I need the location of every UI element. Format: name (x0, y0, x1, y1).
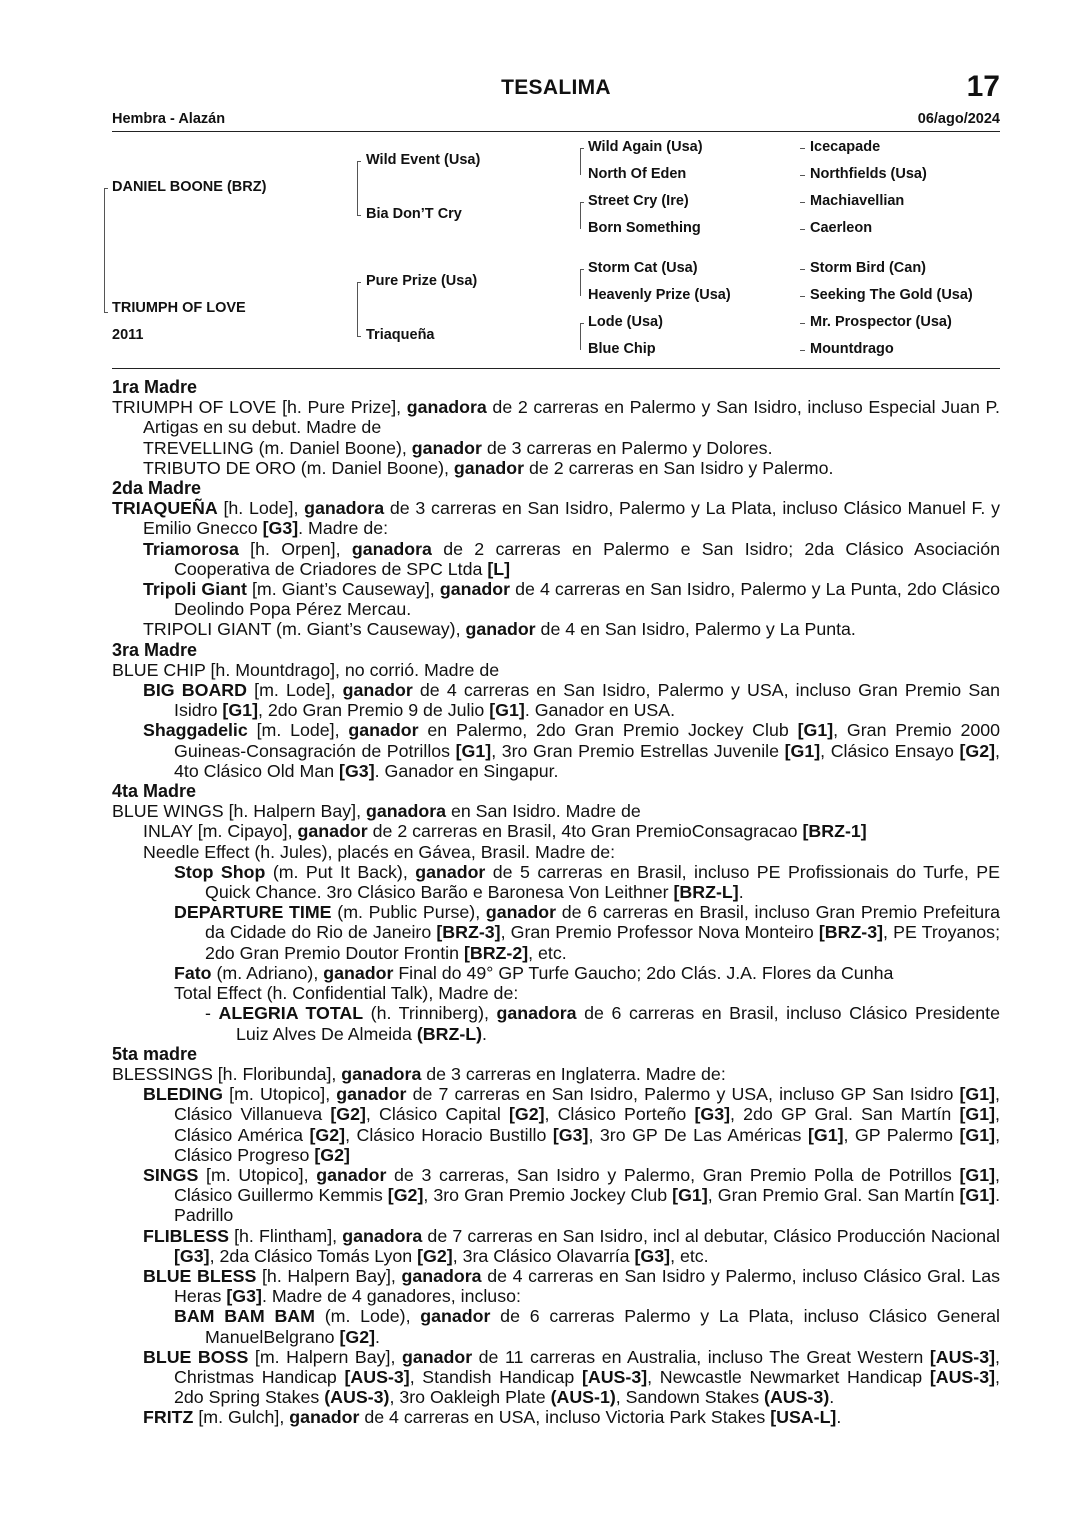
family-entry (112, 458, 1000, 478)
family-entry (112, 1407, 1000, 1427)
text-run: [BRZ-3] (436, 922, 501, 943)
dam-heading (112, 640, 1000, 660)
text-run: , etc. (670, 1245, 709, 1266)
bracket (580, 202, 581, 229)
text-run: , Gran Premio Gral. San Martín (707, 1185, 960, 1206)
family-entry (112, 862, 1000, 902)
text-run: de 4 carreras en San Isidro, Palermo y USA, incluso Gran Premio San Isidro (174, 680, 1000, 721)
text-run: [G1] (784, 740, 821, 761)
text-run: , Clásico Progreso (174, 1124, 1001, 1165)
dam-heading (112, 781, 1000, 801)
bracket (580, 269, 581, 296)
text-run: ganador (316, 1164, 387, 1185)
text-run: [m. Gulch], (193, 1407, 290, 1428)
text-run: BLUE BLESS (143, 1265, 257, 1286)
pedigree-gen2: Pure Prize (Usa) (366, 273, 478, 289)
text-run: BAM BAM BAM (174, 1306, 315, 1327)
text-run: Fato (174, 962, 212, 983)
text-run: ganadora (496, 1003, 577, 1024)
text-run: de 2 carreras en San Isidro y Palermo. (524, 457, 834, 478)
text-run: [G3] (226, 1286, 262, 1307)
text-run: TRIUMPH OF LOVE [h. Pure Prize], (112, 397, 407, 418)
text-run: , 2do GP Gral. San Martín (730, 1104, 960, 1125)
text-run: [m. Halpern Bay], (248, 1346, 402, 1367)
family-entry (112, 801, 1000, 821)
text-run: , 3ra Clásico Olavarría (452, 1245, 635, 1266)
pedigree-dash (800, 148, 805, 149)
text-run: ganador (420, 1306, 491, 1327)
text-run: de 4 carreras en San Isidro y Palermo, incluso Clásico Gral. Las Heras (174, 1265, 1000, 1307)
family-entry (112, 1347, 1000, 1408)
horse-name: TESALIMA (501, 76, 611, 99)
text-run: , Gran Premio Professor Nova Monteiro (500, 922, 819, 943)
bracket-tick (580, 148, 584, 149)
pedigree-gen3: Born Something (588, 220, 701, 236)
pedigree-gen4: Caerleon (810, 220, 873, 236)
text-run: [G1] (455, 740, 492, 761)
pedigree-gen2: Triaqueña (366, 327, 435, 343)
text-run: . (375, 1326, 380, 1347)
text-run: , Clásico Ensayo (820, 740, 960, 761)
text-run: , Clásico Horacio Bustillo (345, 1124, 553, 1145)
text-run: , Clásico América (174, 1104, 1000, 1145)
text-run: ganadora (351, 538, 432, 559)
pedigree-gen3: Wild Again (Usa) (588, 139, 703, 155)
text-run: [G3] (694, 1104, 731, 1125)
dam-year: 2011 (112, 327, 144, 343)
text-run: ganador (401, 1346, 473, 1367)
text-run: [AUS-3] (929, 1346, 996, 1367)
text-run: de 7 carreras en San Isidro, Palermo y USA, incluso GP San Isidro (406, 1084, 960, 1105)
text-run: [G3] (174, 1245, 210, 1266)
text-run: de 4 carreras en San Isidro, Palermo y La Punta, 2do Clásico Deolindo Popa Pérez Mercau. (174, 579, 1000, 620)
text-run: [G2] (417, 1245, 453, 1266)
text-run: , GP Palermo (843, 1124, 960, 1145)
text-run: Triamorosa (143, 538, 239, 559)
text-run: [G1] (797, 720, 834, 741)
text-run: 5ta madre (112, 1043, 198, 1064)
text-run: ganadora (304, 498, 385, 519)
text-run: . Ganador en Singapur. (374, 760, 559, 781)
text-run: ganador (289, 1407, 360, 1428)
text-run: [G1] (959, 1185, 996, 1206)
text-run: (BRZ-L) (416, 1023, 483, 1044)
text-run: 3ra Madre (112, 639, 198, 660)
text-run: , 3ro Oakleigh Plate (389, 1387, 551, 1408)
family-entry (112, 1266, 1000, 1306)
text-run: [G1] (222, 700, 258, 721)
text-run: [h. Orpen], (238, 538, 352, 559)
text-run: [G3] (262, 518, 299, 539)
dam-name: TRIUMPH OF LOVE (112, 300, 246, 316)
pedigree-rule (112, 368, 1000, 369)
text-run: [m. Lode], (247, 720, 349, 741)
text-run: en San Isidro. Madre de (446, 801, 641, 822)
pedigree-dash (800, 229, 805, 230)
bracket-tick (357, 336, 361, 337)
text-run: (m. Put It Back), (265, 861, 416, 882)
text-run: de 4 carreras en USA, incluso Victoria Park Stakes (359, 1407, 771, 1428)
text-run: , Clásico Guillermo Kemmis (174, 1164, 1000, 1206)
family-entry (112, 619, 1000, 639)
text-run: ganadora (365, 801, 447, 822)
text-run: DEPARTURE TIME (174, 902, 332, 923)
text-run: , Christmas Handicap (174, 1346, 1000, 1387)
pedigree-dash (800, 296, 805, 297)
text-run: [G1] (959, 1124, 996, 1145)
family-entry (112, 1306, 1000, 1346)
family-entry (112, 539, 1000, 579)
text-run: [G3] (634, 1245, 671, 1266)
text-run: [G3] (339, 760, 375, 781)
text-run: [m. Lode], (246, 680, 343, 701)
dam-heading (112, 1044, 1000, 1064)
family-entry (112, 1226, 1000, 1266)
bracket-tick (104, 312, 108, 313)
text-run: [G1] (959, 1084, 996, 1105)
pedigree-gen4: Mountdrago (810, 341, 894, 357)
family-entry (112, 680, 1000, 720)
text-run: de 5 carreras en Brasil, incluso PE Profissionais do Turfe, PE Quick Chance. 3ro Clásico Barão e Baronesa Von Leithner (205, 861, 1001, 903)
text-run: [m. Utopico], (223, 1084, 337, 1105)
text-run: 2da Madre (112, 478, 202, 499)
text-run: de 2 carreras en Palermo e San Isidro; 2da Clásico Asociación Cooperativa de Criadores de SPC Ltda (174, 538, 1001, 579)
family-entry (112, 963, 1000, 983)
family-entry (112, 660, 1000, 680)
text-run: . Padrillo (174, 1185, 1001, 1226)
text-run: , 2do Gran Premio 9 de Julio (257, 700, 490, 721)
pedigree-gen3: Storm Cat (Usa) (588, 260, 698, 276)
pedigree-dash (800, 323, 805, 324)
text-run: de 3 carreras, San Isidro y Palermo, Gran Premio Polla de Potrillos (386, 1164, 960, 1185)
bracket-tick (580, 202, 584, 203)
text-run: [G3] (552, 1124, 589, 1145)
text-run: [G1] (672, 1185, 708, 1206)
text-run: [h. Halpern Bay], (256, 1265, 402, 1286)
text-run: FRITZ (143, 1407, 194, 1428)
text-run: TRIBUTO DE ORO (m. Daniel Boone), (143, 457, 454, 478)
text-run: Total Effect (h. Confidential Talk), Madre de: (174, 983, 519, 1004)
text-run: [G2] (314, 1144, 350, 1165)
family-entry (112, 397, 1000, 437)
text-run: , Clásico Villanueva (174, 1084, 1000, 1125)
text-run: - (205, 1003, 219, 1024)
text-run: de 2 carreras en Brasil, 4to Gran PremioConsagracao (367, 821, 803, 842)
pedigree-gen4: Storm Bird (Can) (810, 260, 926, 276)
text-run: ganador (439, 579, 510, 600)
pedigree-gen2: Bia Don’T Cry (366, 206, 462, 222)
text-run: ALEGRIA TOTAL (218, 1003, 364, 1024)
pedigree-gen3: Lode (Usa) (588, 314, 663, 330)
family-entry (112, 1003, 1000, 1043)
bracket-tick (580, 323, 584, 324)
pedigree-gen4: Mr. Prospector (Usa) (810, 314, 952, 330)
text-run: , Gran Premio 2000 Guineas-Consagración de Potrillos (174, 720, 1001, 761)
text-run: TREVELLING (m. Daniel Boone), (143, 437, 412, 458)
text-run: BLUE WINGS [h. Halpern Bay], (112, 801, 366, 822)
pedigree-gen4: Seeking The Gold (Usa) (810, 287, 973, 303)
text-run: ganador (323, 962, 394, 983)
text-run: [m. Giant’s Causeway], (246, 579, 440, 600)
text-run: de 6 carreras Palermo y La Plata, incluso Clásico General ManuelBelgrano (205, 1306, 1000, 1347)
text-run: de 4 en San Isidro, Palermo y La Punta. (535, 619, 856, 640)
bracket (104, 188, 105, 312)
text-run: de 6 carreras en Brasil, incluso Gran Premio Prefeitura da Cidade do Rio de Janeiro (205, 902, 1000, 943)
family-entry (112, 438, 1000, 458)
text-run: , 4to Clásico Old Man (174, 740, 1000, 781)
text-run: 4ta Madre (112, 781, 197, 802)
pedigree-gen4: Machiavellian (810, 193, 905, 209)
sire-name: DANIEL BOONE (BRZ) (112, 179, 267, 195)
text-run: [h. Flintham], (228, 1225, 343, 1246)
family-entry (112, 1064, 1000, 1084)
text-run: . (836, 1407, 842, 1428)
pedigree-gen3: North Of Eden (588, 166, 687, 182)
text-run: Stop Shop (174, 861, 266, 882)
text-run: ganador (411, 437, 482, 458)
text-run: BLESSINGS [h. Floribunda], (112, 1063, 342, 1084)
text-run: BIG BOARD (143, 680, 247, 701)
text-run: ganador (348, 720, 419, 741)
sale-date: 06/ago/2024 (917, 111, 1000, 127)
pedigree-gen3: Heavenly Prize (Usa) (588, 287, 731, 303)
family-entry (112, 983, 1000, 1003)
text-run: [G1] (959, 1104, 996, 1125)
text-run: ganador (453, 457, 525, 478)
pedigree-dash (800, 269, 805, 270)
text-run: [AUS-3] (344, 1366, 410, 1387)
text-run: FLIBLESS (143, 1225, 229, 1246)
text-run: . (829, 1387, 835, 1408)
family-entry (112, 821, 1000, 841)
text-run: . Madre de: (298, 518, 389, 539)
text-run: SINGS (143, 1164, 199, 1185)
text-run: , Sandown Stakes (615, 1387, 765, 1408)
text-run: [BRZ-2] (463, 942, 529, 963)
bracket (357, 282, 358, 336)
text-run: BLUE CHIP [h. Mountdrago], no corrió. Madre de (112, 659, 500, 680)
bracket-tick (357, 215, 361, 216)
text-run: de 3 carreras en San Isidro, Palermo y La Plata, incluso Clásico Manuel F. y Emilio Gnecco (143, 498, 1000, 539)
text-run: ganador (485, 902, 557, 923)
text-run: , Clásico Capital (365, 1104, 509, 1125)
family-entry (112, 1165, 1000, 1226)
text-run: Needle Effect (h. Jules), placés en Gávea, Brasil. Madre de: (143, 841, 616, 862)
text-run: , 2da Clásico Tomás Lyon (209, 1245, 418, 1266)
bracket (357, 161, 358, 215)
family-entry (112, 842, 1000, 862)
bracket-tick (357, 282, 361, 283)
text-run: [G1] (959, 1164, 996, 1185)
text-run: , Clásico Porteño (544, 1104, 695, 1125)
bracket-tick (104, 188, 108, 189)
family-entry (112, 579, 1000, 619)
text-run: , 3ro Gran Premio Estrellas Juvenile (491, 740, 785, 761)
family-entry (112, 498, 1000, 538)
text-run: , 3ro GP De Las Américas (588, 1124, 808, 1145)
text-run: (AUS-3) (764, 1387, 830, 1408)
pedigree-gen3: Street Cry (Ire) (588, 193, 689, 209)
text-run: , Newcastle Newmarket Handicap (647, 1366, 930, 1387)
text-run: 1ra Madre (112, 377, 198, 397)
dam-heading (112, 478, 1000, 498)
bracket-tick (357, 161, 361, 162)
text-run: [G2] (309, 1124, 346, 1145)
text-run: [G1] (489, 700, 525, 721)
text-run: [AUS-3] (581, 1366, 648, 1387)
top-rule (112, 131, 1000, 132)
text-run: de 3 carreras en Inglaterra. Madre de: (421, 1063, 726, 1084)
text-run: [L] (487, 558, 511, 579)
text-run: ganador (465, 619, 536, 640)
text-run: [BRZ-1] (802, 821, 867, 842)
text-run: [G2] (339, 1326, 375, 1347)
text-run: en Palermo, 2do Gran Premio Jockey Club (418, 720, 798, 741)
family-entry (112, 1084, 1000, 1165)
text-run: [USA-L] (770, 1407, 837, 1428)
text-run: TRIPOLI GIANT (m. Giant’s Causeway), (143, 619, 466, 640)
text-run: BLEDING (143, 1084, 224, 1105)
text-run: (m. Lode), (314, 1306, 421, 1327)
text-run: [G1] (807, 1124, 844, 1145)
text-run: (m. Public Purse), (331, 902, 486, 923)
text-run: , 3ro Gran Premio Jockey Club (423, 1185, 673, 1206)
pedigree-gen3: Blue Chip (588, 341, 656, 357)
text-run: INLAY [m. Cipayo], (143, 821, 298, 842)
pedigree-gen4: Icecapade (810, 139, 881, 155)
pedigree-gen2: Wild Event (Usa) (366, 152, 481, 168)
pedigree-gen4: Northfields (Usa) (810, 166, 927, 182)
text-run: ganador (297, 821, 368, 842)
text-run: [G2] (387, 1185, 424, 1206)
text-run: ganadora (406, 397, 487, 418)
text-run: , Standish Handicap (409, 1366, 582, 1387)
text-run: . Ganador en USA. (524, 700, 676, 721)
text-run: ganador (336, 1084, 407, 1105)
family-entry (112, 720, 1000, 781)
text-run: . (738, 882, 744, 903)
text-run: ganadora (341, 1063, 422, 1084)
bracket-tick (580, 269, 584, 270)
text-run: [m. Utopico], (198, 1164, 317, 1185)
text-run: ganador (342, 680, 413, 701)
text-run: . (482, 1023, 487, 1044)
pedigree-dash (800, 350, 805, 351)
text-run: BLUE BOSS (143, 1346, 249, 1367)
pedigree-dash (800, 202, 805, 203)
text-run: (m. Adriano), (211, 962, 324, 983)
text-run: de 7 carreras en San Isidro, incl al debutar, Clásico Producción Nacional (422, 1225, 1001, 1246)
sex-color: Hembra - Alazán (112, 111, 226, 127)
text-run: [BRZ-L] (673, 882, 739, 903)
text-run: ganadora (401, 1265, 482, 1286)
text-run: Shaggadelic (143, 720, 248, 741)
text-run: de 3 carreras en Palermo y Dolores. (481, 437, 773, 458)
text-run: [BRZ-3] (818, 922, 884, 943)
family-record (112, 377, 1000, 1428)
text-run: (AUS-3) (324, 1387, 390, 1408)
text-run: de 6 carreras en Brasil, incluso Clásico Presidente Luiz Alves De Almeida (236, 1003, 1000, 1044)
text-run: [h. Lode], (217, 498, 305, 519)
text-run: [AUS-3] (929, 1366, 996, 1387)
text-run: [G2] (959, 740, 996, 761)
text-run: TRIAQUEÑA (112, 498, 218, 519)
text-run: ganador (415, 861, 486, 882)
text-run: (h. Trinniberg), (363, 1003, 497, 1024)
text-run: , etc. (528, 942, 567, 963)
text-run: de 11 carreras en Australia, incluso The Great Western (472, 1346, 930, 1367)
text-run: , 2do Spring Stakes (174, 1366, 1000, 1408)
text-run: Final do 49° GP Turfe Gaucho; 2do Clás. J.A. Flores da Cunha (393, 962, 894, 983)
text-run: Tripoli Giant (143, 579, 247, 600)
lot-number: 17 (966, 70, 1000, 103)
text-run: [G2] (330, 1104, 366, 1125)
text-run: de 2 carreras en Palermo y San Isidro, incluso Especial Juan P. Artigas en su debut. Madre de (143, 397, 1000, 438)
pedigree-dash (800, 175, 805, 176)
text-run: ganadora (342, 1225, 423, 1246)
text-run: . Madre de 4 ganadores, incluso: (261, 1286, 521, 1307)
family-entry (112, 902, 1000, 963)
dam-heading (112, 377, 1000, 397)
bracket (580, 148, 581, 175)
text-run: (AUS-1) (550, 1387, 616, 1408)
bracket (580, 323, 581, 350)
text-run: , PE Troyanos; 2do Gran Premio Doutor Frontin (205, 922, 1001, 963)
text-run: [G2] (508, 1104, 545, 1125)
